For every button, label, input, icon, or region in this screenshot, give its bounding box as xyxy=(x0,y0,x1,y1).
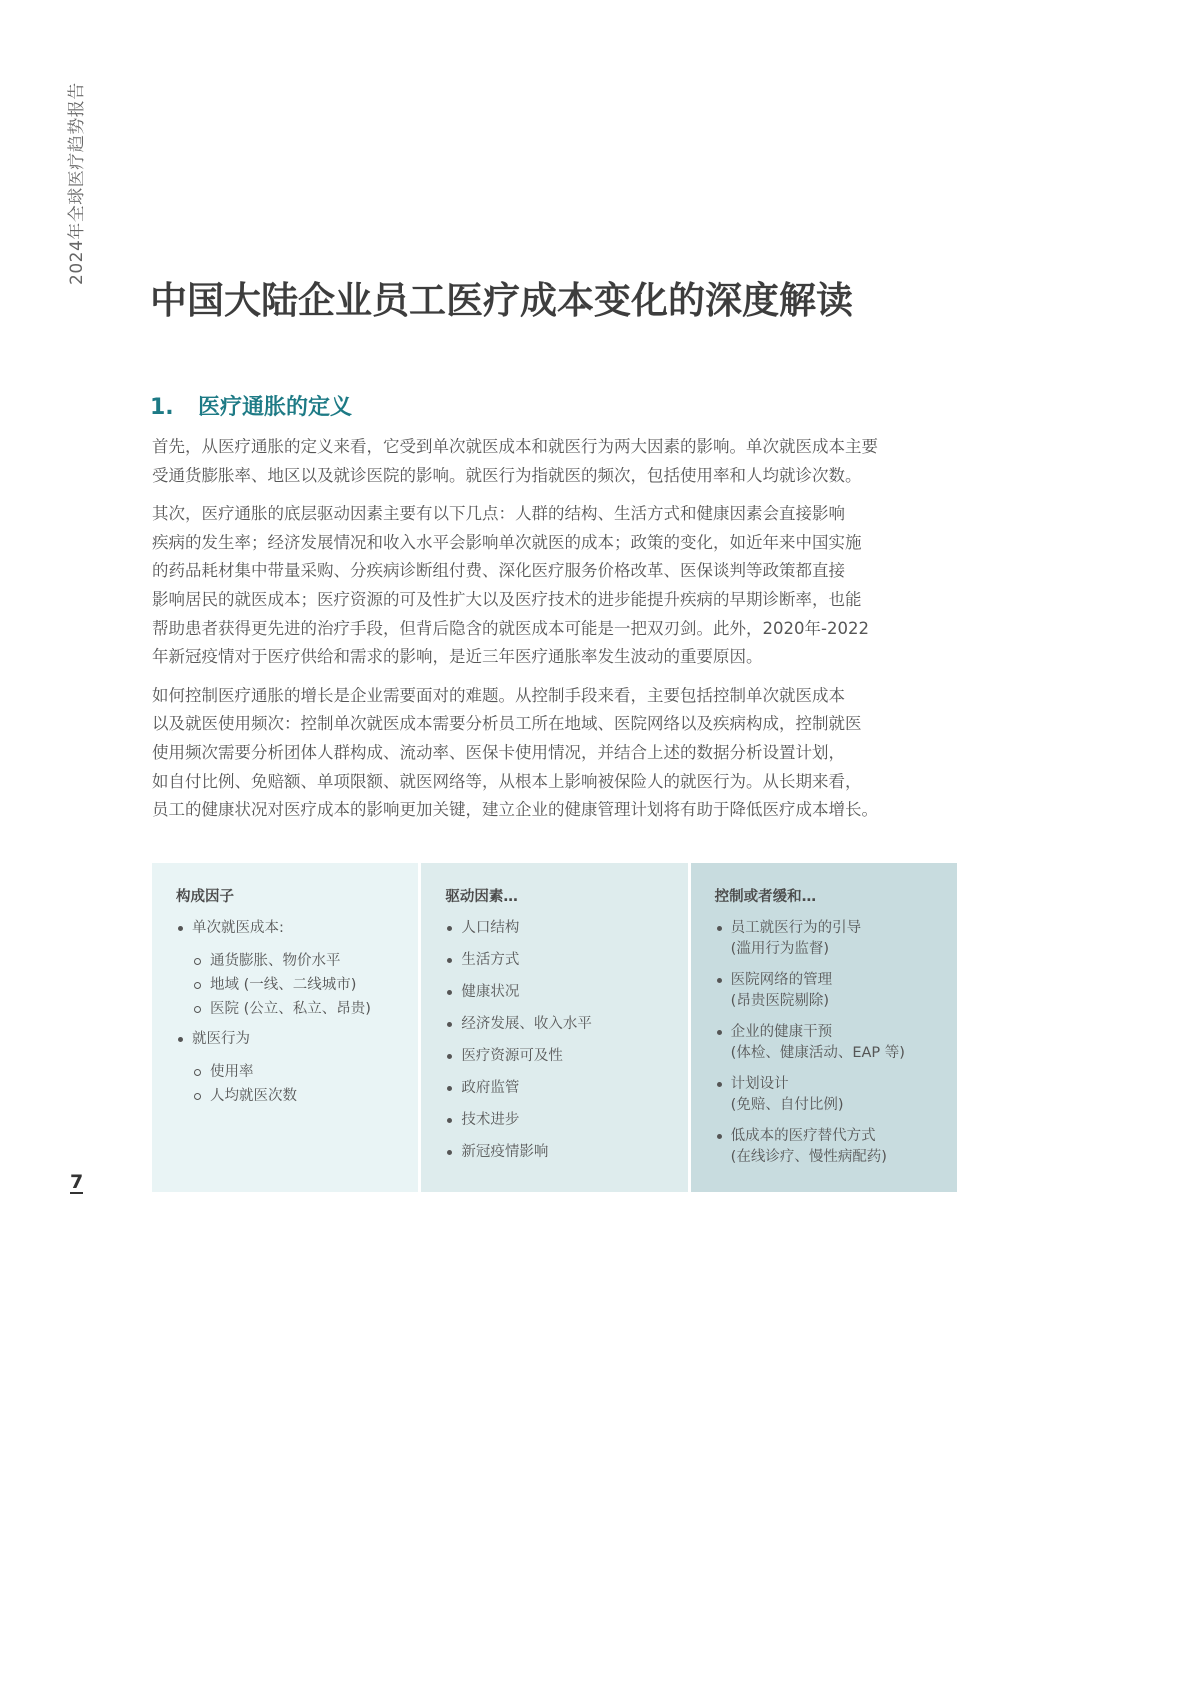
list-item-line: (昂贵医院剔除) xyxy=(730,993,829,1009)
list-item-line: (免赔、自付比例) xyxy=(730,1097,844,1113)
list-item-line: 员工就医行为的引导 xyxy=(730,920,862,936)
list-item-line: (在线诊疗、慢性病配药) xyxy=(730,1149,887,1165)
column-header: 驱动因素… xyxy=(445,889,518,905)
list-item xyxy=(715,1074,957,1116)
section-number: 1. xyxy=(150,395,174,420)
list-group xyxy=(176,1029,418,1108)
body-text xyxy=(152,433,962,835)
list-item xyxy=(715,970,957,1012)
paragraph-line: 帮助患者获得更先进的治疗手段，但背后隐含的就医成本可能是一把双刃剑。此外，2020年-2022 xyxy=(152,618,869,638)
paragraph xyxy=(152,433,962,490)
paragraph-line: 使用频次需要分析团体人群构成、流动率、医保卡使用情况，并结合上述的数据分析设置计划， xyxy=(152,742,845,762)
column-header: 控制或者缓和… xyxy=(714,889,817,905)
page-number: 7 xyxy=(70,1171,84,1193)
paragraph-line: 影响居民的就医成本；医疗资源的可及性扩大以及医疗技术的进步能提升疾病的早期诊断率，也能 xyxy=(152,589,862,609)
paragraph-line: 疾病的发生率；经济发展情况和收入水平会影响单次就医的成本；政策的变化，如近年来中国实施 xyxy=(152,532,862,552)
sub-list-item: 使用率 xyxy=(176,1060,418,1084)
paragraph-line: 如自付比例、免赔额、单项限额、就医网络等，从根本上影响被保险人的就医行为。从长期来看， xyxy=(152,771,862,791)
list-item-line: (体检、健康活动、EAP 等) xyxy=(730,1045,905,1061)
sub-list-item: 通货膨胀、物价水平 xyxy=(176,949,418,973)
paragraph-line: 其次，医疗通胀的底层驱动因素主要有以下几点：人群的结构、生活方式和健康因素会直接影响 xyxy=(152,504,845,524)
list-item-line: (滥用行为监督) xyxy=(730,941,829,957)
section-heading-text: 医疗通胀的定义 xyxy=(198,395,353,420)
section-heading xyxy=(150,390,352,421)
list-item: 新冠疫情影响 xyxy=(445,1142,687,1163)
report-side-title: 2024年全球医疗趋势报告 xyxy=(67,82,87,285)
paragraph-line: 年新冠疫情对于医疗供给和需求的影响，是近三年医疗通胀率发生波动的重要原因。 xyxy=(152,647,763,667)
paragraph xyxy=(152,682,962,825)
sub-list-item: 人均就医次数 xyxy=(176,1084,418,1108)
list-item xyxy=(715,1022,957,1064)
list-item: 医疗资源可及性 xyxy=(445,1046,687,1067)
sub-list-item: 医院 (公立、私立、昂贵) xyxy=(176,997,418,1021)
column-controls xyxy=(691,863,957,1192)
list-item: 单次就医成本: xyxy=(176,918,418,939)
list-item: 生活方式 xyxy=(445,950,687,971)
list-item: 健康状况 xyxy=(445,982,687,1003)
paragraph-line: 以及就医使用频次：控制单次就医成本需要分析员工所在地域、医院网络以及疾病构成，控制就医 xyxy=(152,714,862,734)
list-item: 经济发展、收入水平 xyxy=(445,1014,687,1035)
paragraph-line: 受通货膨胀率、地区以及就诊医院的影响。就医行为指就医的频次，包括使用率和人均就诊次数。 xyxy=(152,465,862,485)
list-group xyxy=(176,918,418,1021)
column-components xyxy=(152,863,418,1192)
list-item: 就医行为 xyxy=(176,1029,418,1050)
page-title: 中国大陆企业员工医疗成本变化的深度解读 xyxy=(150,279,853,322)
list-item-line: 医院网络的管理 xyxy=(730,972,833,988)
list-item-line: 企业的健康干预 xyxy=(730,1024,833,1040)
column-drivers xyxy=(421,863,687,1192)
paragraph-line: 首先，从医疗通胀的定义来看，它受到单次就医成本和就医行为两大因素的影响。单次就医成本主要 xyxy=(152,437,878,456)
factors-table xyxy=(152,863,957,1192)
paragraph-line: 员工的健康状况对医疗成本的影响更加关键，建立企业的健康管理计划将有助于降低医疗成本增长。 xyxy=(152,800,878,820)
paragraph-line: 如何控制医疗通胀的增长是企业需要面对的难题。从控制手段来看，主要包括控制单次就医成本 xyxy=(152,685,845,705)
paragraph xyxy=(152,500,962,672)
list-item xyxy=(715,1126,957,1168)
paragraph-line: 的药品耗材集中带量采购、分疾病诊断组付费、深化医疗服务价格改革、医保谈判等政策都直接 xyxy=(152,561,845,581)
list-item-line: 计划设计 xyxy=(730,1076,789,1092)
list-item: 人口结构 xyxy=(445,918,687,939)
list-item xyxy=(715,918,957,960)
sub-list-item: 地域 (一线、二线城市) xyxy=(176,973,418,997)
list-item-line: 低成本的医疗替代方式 xyxy=(730,1128,876,1144)
list-item: 政府监管 xyxy=(445,1078,687,1099)
list-item: 技术进步 xyxy=(445,1110,687,1131)
column-header: 构成因子 xyxy=(176,889,234,905)
